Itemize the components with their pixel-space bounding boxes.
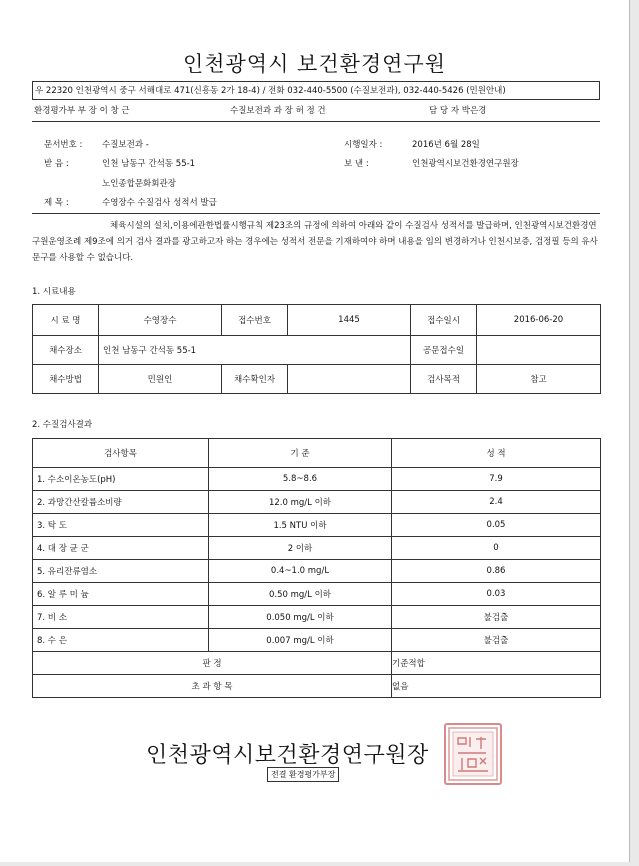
row-result: 7.9 bbox=[392, 468, 601, 491]
row-standard: 5.8~8.6 bbox=[209, 468, 392, 491]
test-results-table bbox=[32, 438, 601, 698]
section2-title: 2. 수질검사결과 bbox=[32, 420, 93, 430]
divider-top bbox=[32, 121, 600, 122]
table-row bbox=[33, 629, 601, 652]
row-standard: 0.50 mg/L 이하 bbox=[209, 583, 392, 606]
sender-label: 보 낸 : bbox=[344, 159, 369, 169]
row-item: 8. 수 은 bbox=[33, 629, 209, 652]
doc-no-value: 수질보전과 - bbox=[102, 140, 149, 150]
row-result: 0.86 bbox=[392, 560, 601, 583]
method-label: 채수방법 bbox=[33, 365, 99, 394]
exceed-label: 초 과 항 목 bbox=[33, 675, 392, 698]
subject-value: 수영장수 수질검사 성적서 발급 bbox=[102, 198, 217, 208]
divider-mid bbox=[32, 213, 600, 214]
row-standard: 0.4~1.0 mg/L bbox=[209, 560, 392, 583]
row-standard: 1.5 NTU 이하 bbox=[209, 514, 392, 537]
row-item: 1. 수소이온농도(pH) bbox=[33, 468, 209, 491]
location-label: 채수장소 bbox=[33, 336, 99, 365]
row-item: 3. 탁 도 bbox=[33, 514, 209, 537]
staff-manager: 담 당 자 박은경 bbox=[429, 106, 487, 116]
date-value: 2016년 6월 28일 bbox=[412, 140, 480, 150]
subject-label: 제 목 : bbox=[44, 198, 69, 208]
issuer-name: 인천광역시보건환경연구원장 bbox=[146, 743, 429, 768]
header-item: 검사항목 bbox=[33, 439, 209, 468]
row-standard: 12.0 mg/L 이하 bbox=[209, 491, 392, 514]
table-row bbox=[33, 583, 601, 606]
purpose-label: 검사목적 bbox=[411, 365, 477, 394]
sample-info-table bbox=[32, 304, 601, 394]
sample-name-label: 시 료 명 bbox=[33, 305, 99, 336]
table-row bbox=[33, 606, 601, 629]
row-result: 2.4 bbox=[392, 491, 601, 514]
receipt-date-label: 접수일시 bbox=[411, 305, 477, 336]
confirmer-value bbox=[288, 365, 411, 394]
table-row bbox=[33, 468, 601, 491]
row-standard: 0.050 mg/L 이하 bbox=[209, 606, 392, 629]
staff-section-chief: 수질보전과 과 장 허 정 건 bbox=[230, 106, 326, 116]
row-result: 0.03 bbox=[392, 583, 601, 606]
official-receipt-label: 공문접수일 bbox=[411, 336, 477, 365]
exceed-value: 없음 bbox=[392, 675, 601, 698]
table-row bbox=[33, 491, 601, 514]
receipt-no-value: 1445 bbox=[288, 305, 411, 336]
document-title: 인천광역시 보건환경연구원 bbox=[182, 52, 447, 76]
official-seal-icon bbox=[444, 723, 502, 785]
receipt-no-label: 접수번호 bbox=[222, 305, 288, 336]
judgement-label: 판 정 bbox=[33, 652, 392, 675]
recipient-name: 노인종합문화회관장 bbox=[102, 179, 176, 189]
receipt-date-value: 2016-06-20 bbox=[477, 305, 601, 336]
staff-head: 환경평가부 부 장 이 창 근 bbox=[34, 106, 130, 116]
row-standard: 0.007 mg/L 이하 bbox=[209, 629, 392, 652]
recipient-address: 인천 남동구 간석동 55-1 bbox=[102, 159, 196, 169]
row-item: 6. 알 루 미 늄 bbox=[33, 583, 209, 606]
table-row bbox=[33, 514, 601, 537]
row-item: 7. 비 소 bbox=[33, 606, 209, 629]
row-result: 불검출 bbox=[392, 629, 601, 652]
row-item: 4. 대 장 균 군 bbox=[33, 537, 209, 560]
section1-title: 1. 시료내용 bbox=[32, 287, 76, 297]
row-item: 2. 과망간산칼륨소비량 bbox=[33, 491, 209, 514]
header-standard: 기 준 bbox=[209, 439, 392, 468]
notice-paragraph: 체육시설의 설치,이용에관한법률시행규칙 제23조의 규정에 의하여 아래와 같이 수질검사 성적서를 발급하며, 인천광역시보건환경연구원운영조례 제9조에 의거 검사 결과를 광고하고자 하는 경우에는 성적서 전문을 기재하여야 하며 내용을 임의 변경하거나 인천시보증, 검정필 등의 유사 문구를 사용할 수 없습니다. bbox=[32, 221, 598, 263]
sample-name-value: 수영장수 bbox=[99, 305, 222, 336]
confirmer-label: 채수확인자 bbox=[222, 365, 288, 394]
recipient-label: 받 음 : bbox=[44, 159, 69, 169]
row-result: 0.05 bbox=[392, 514, 601, 537]
judgement-value: 기준적합 bbox=[392, 652, 601, 675]
sender-value: 인천광역시보건환경연구원장 bbox=[412, 159, 519, 169]
date-label: 시행일자 : bbox=[344, 140, 383, 150]
table-row bbox=[33, 537, 601, 560]
doc-no-label: 문서번호 : bbox=[44, 140, 83, 150]
method-value: 민원인 bbox=[99, 365, 222, 394]
row-result: 불검출 bbox=[392, 606, 601, 629]
seal-graphic bbox=[446, 725, 500, 783]
table-row bbox=[33, 560, 601, 583]
official-receipt-value bbox=[477, 336, 601, 365]
address-bar: 우 22320 인천광역시 중구 서해대로 471(신흥동 2가 18-4) / 전화 032-440-5500 (수질보전과), 032-440-5426 (민원안내) bbox=[32, 81, 600, 100]
row-standard: 2 이하 bbox=[209, 537, 392, 560]
purpose-value: 참고 bbox=[477, 365, 601, 394]
row-result: 0 bbox=[392, 537, 601, 560]
row-item: 5. 유리잔류염소 bbox=[33, 560, 209, 583]
location-value: 인천 남동구 간석동 55-1 bbox=[99, 336, 411, 365]
header-result: 성 적 bbox=[392, 439, 601, 468]
approval-label: 전결 환경평가부장 bbox=[267, 767, 339, 782]
